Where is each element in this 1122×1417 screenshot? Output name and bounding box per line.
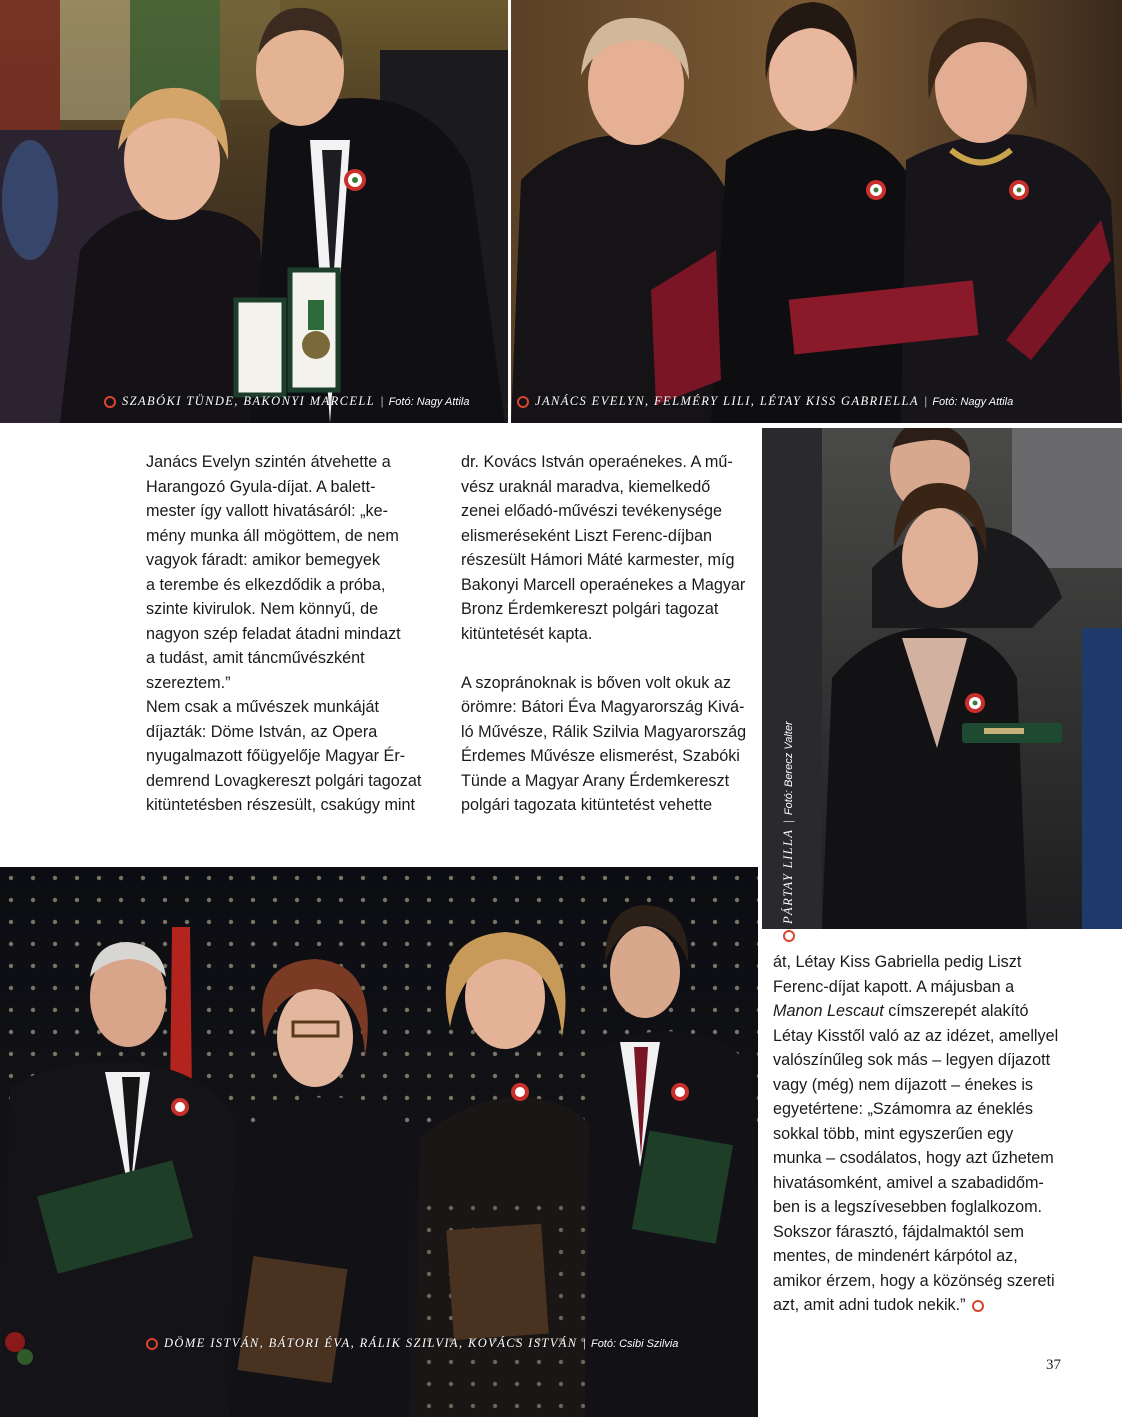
text-line: mentes, de mindenért kárpótol az, [773,1247,1018,1265]
caption-separator: | [380,394,384,408]
text-line: Érdemes Művésze elismerést, Szabóki [461,747,740,765]
text-line: A szopránoknak is bőven volt okuk az [461,673,731,692]
text-line: szereztem.” [146,673,231,692]
text-line: örömre: Bátori Éva Magyarország Kivá- [461,698,745,716]
paragraph-gap [461,646,761,671]
caption-credit: Fotó: Nagy Attila [932,395,1014,408]
caption-separator: | [923,394,928,408]
caption-credit: Fotó: Csibi Szilvia [590,1337,679,1350]
caption-photo1 [104,394,469,409]
caption-separator: | [781,820,795,824]
text-line: Sokszor fárasztó, fájdalmaktól sem [773,1222,1025,1241]
text-line: ben is a legszívesebben foglalkozom. [773,1198,1043,1216]
caption-credit: Fotó: Nagy Attila [388,395,470,408]
text-line: ló Művésze, Rálik Szilvia Magyarország [461,722,747,741]
caption-bullet-icon [146,1338,158,1350]
caption-names: JANÁCS EVELYN, FELMÉRY LILI, LÉTAY KISS GABRIELLA [535,394,919,408]
text-line: vagy (még) nem díjazott – énekes is [773,1075,1034,1094]
text-line: a terembe és elkezdődik a próba, [146,575,386,594]
text-line: nagyon szép feladat átadni mindazt [146,624,401,643]
text-line: mény munka áll mögöttem, de nem [146,526,399,545]
text-line: kitüntetését kapta. [461,624,593,643]
text-fragment: címszerepét alakító [883,1002,1029,1020]
text-line: hivatásomként, amivel a szabadidőm- [773,1173,1044,1192]
caption-bullet-icon [104,396,116,408]
photo-janacs-felmery-letay [511,0,1122,423]
text-line [773,999,1118,1024]
text-line: munka – csodálatos, hogy azt űzhetem [773,1149,1054,1167]
text-line: dr. Kovács István operaénekes. A mű- [461,453,733,471]
opera-title: Manon Lescaut [773,1002,884,1020]
text-fragment: azt, amit adni tudok nekik.” [773,1296,966,1314]
text-line: amikor érzem, hogy a közönség szereti [773,1271,1055,1290]
text-line: sokkal több, mint egyszerűen egy [773,1124,1014,1143]
text-column-2 [461,450,761,818]
text-line: szinte kivirulok. Nem könnyű, de [146,600,379,618]
text-line: vagyok fáradt: amikor bemegyek [146,551,380,569]
text-line [773,1293,1118,1318]
text-line: Janács Evelyn szintén átvehette a [146,453,391,471]
text-line: Tünde a Magyar Arany Érdemkereszt [461,771,730,790]
caption-names: DÖME ISTVÁN, BÁTORI ÉVA, RÁLIK SZILVIA, KOVÁCS ISTVÁN [164,1336,578,1350]
caption-bullet-icon [783,930,795,942]
caption-photo3 [781,721,796,942]
text-line: demrend Lovagkereszt polgári tagozat [146,771,422,790]
photo-szaboki-bakonyi [0,0,508,423]
end-of-article-icon [972,1300,984,1312]
photo-dome-batori-ralik-kovacs [0,867,758,1417]
caption-names: SZABÓKI TÜNDE, BAKONYI MARCELL [122,394,376,408]
text-column-3 [773,950,1118,1318]
text-line: Bakonyi Marcell operaénekes a Magyar [461,575,746,594]
text-line: Harangozó Gyula-díjat. A balett- [146,477,376,496]
caption-credit: Fotó: Berecz Valter [782,721,795,816]
caption-separator: | [582,1336,586,1350]
text-line: kitüntetésben részesült, csakúgy mint [146,796,416,814]
caption-names: PÁRTAY LILLA [781,828,795,924]
text-line: polgári tagozata kitüntetést vehette [461,796,713,814]
text-line: a tudást, amit táncművészként [146,649,365,667]
text-line: Bronz Érdemkereszt polgári tagozat [461,600,719,618]
text-line: Létay Kisstől való az az idézet, amellyel [773,1026,1059,1045]
text-line: nyugalmazott főügyelője Magyar Ér- [146,747,406,765]
caption-bullet-icon [517,396,529,408]
text-column-1 [146,450,446,818]
text-line: egyetértene: „Számomra az éneklés [773,1100,1034,1118]
text-line: zenei előadó-művészi tevékenysége [461,502,722,520]
text-line: Ferenc-díjat kapott. A májusban a [773,977,1015,996]
text-line: valószínűleg sok más – legyen díjazott [773,1051,1051,1069]
text-line: vész uraknál maradva, kiemelkedő [461,477,711,496]
text-line: át, Létay Kiss Gabriella pedig Liszt [773,953,1022,971]
text-line: elismeréseként Liszt Ferenc-díjban [461,526,713,545]
text-line: részesült Hámori Máté karmester, míg [461,551,735,569]
text-line: mester így vallott hivatásáról: „ke- [146,502,388,520]
text-line: díjazták: Döme István, az Opera [146,722,378,741]
text-line: Nem csak a művészek munkáját [146,698,380,716]
caption-photo2 [517,394,1013,409]
caption-photo4 [146,1336,678,1351]
photo-partay-lilla [762,428,1122,929]
page-number: 37 [1046,1357,1061,1373]
